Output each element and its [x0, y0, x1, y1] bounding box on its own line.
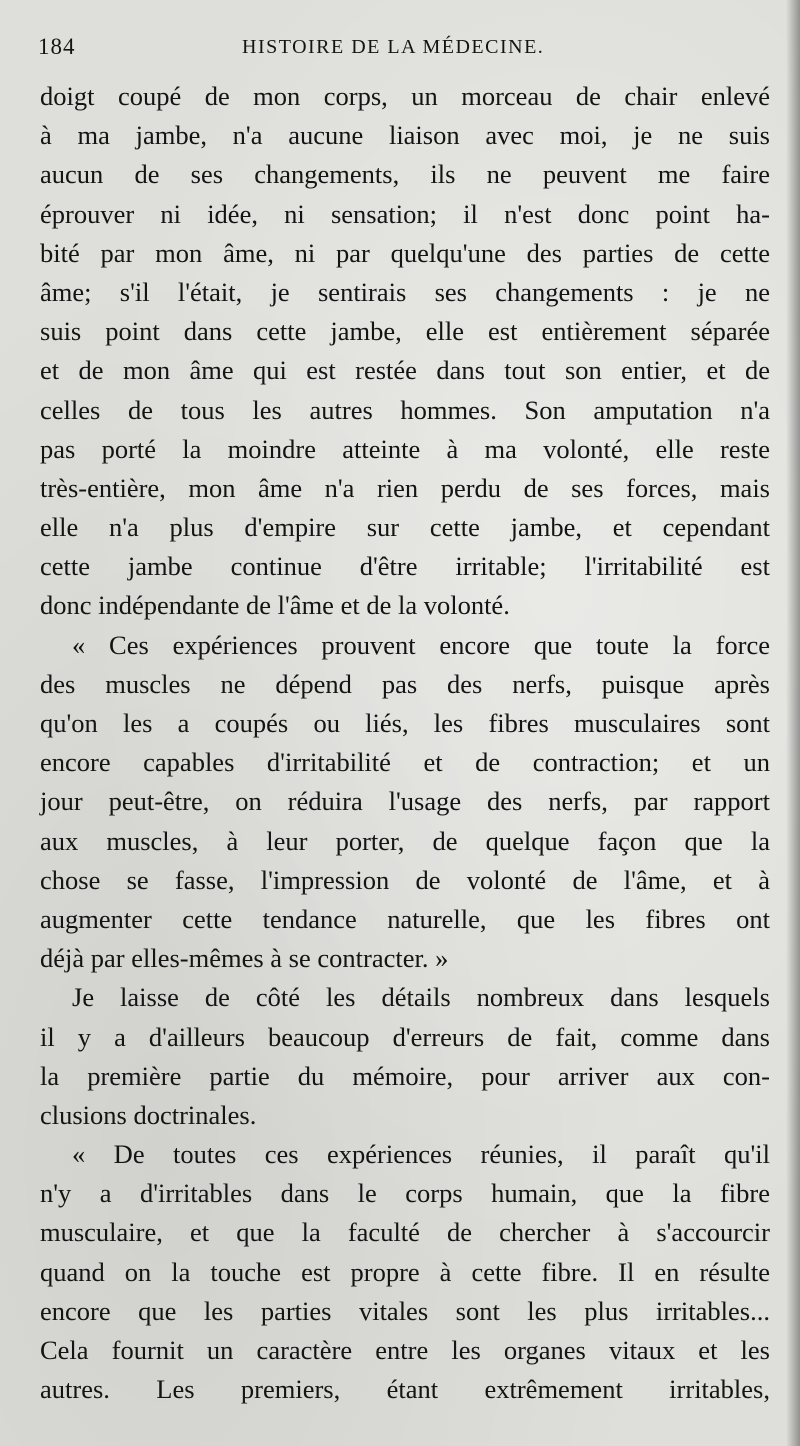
text-line: la première partie du mémoire, pour arriver aux con- [40, 1060, 770, 1091]
text-line: chose se fasse, l'impression de volonté de l'âme, et à [40, 864, 770, 895]
paragraph-first-line: « Ces expériences prouvent encore que toute la force [72, 629, 770, 660]
text-line: âme; s'il l'était, je sentirais ses changements : je ne [40, 276, 770, 307]
text-line: qu'on les a coupés ou liés, les fibres musculaires sont [40, 708, 770, 738]
text-line: doigt coupé de mon corps, un morceau de chair enlevé [40, 81, 770, 111]
text-line: celles de tous les autres hommes. Son amputation n'a [40, 394, 770, 425]
text-line: autres. Les premiers, étant extrêmement irritables, [40, 1374, 770, 1405]
text-line: n'y a d'irritables dans le corps humain, que la fibre [40, 1178, 770, 1209]
text-line: à ma jambe, n'a aucune liaison avec moi, je ne suis [40, 120, 770, 151]
text-line: éprouver ni idée, ni sensation; il n'est donc point ha- [40, 198, 770, 229]
page-number: 184 [38, 34, 76, 59]
paragraph-first-line: « De toutes ces expériences réunies, il paraît qu'il [72, 1139, 770, 1170]
text-line: augmenter cette tendance naturelle, que les fibres ont [40, 903, 770, 934]
text-line: jour peut-être, on réduira l'usage des nerfs, par rapport [40, 786, 770, 817]
body-text [40, 77, 770, 1409]
text-line: aucun de ses changements, ils ne peuvent me faire [40, 159, 770, 190]
text-line: musculaire, et que la faculté de chercher à s'accourcir [40, 1217, 770, 1248]
text-line: encore capables d'irritabilité et de contraction; et un [40, 747, 770, 778]
text-line: très-entière, mon âme n'a rien perdu de ses forces, mais [40, 472, 770, 503]
paragraph-last-line: clusions doctrinales. [40, 1099, 257, 1130]
text-line: il y a d'ailleurs beaucoup d'erreurs de fait, comme dans [40, 1021, 770, 1052]
text-line: des muscles ne dépend pas des nerfs, puisque après [40, 668, 770, 699]
text-line: pas porté la moindre atteinte à ma volonté, elle reste [40, 433, 770, 464]
text-line: bité par mon âme, ni par quelqu'une des parties de cette [40, 237, 770, 268]
text-line: suis point dans cette jambe, elle est entièrement séparée [40, 316, 770, 347]
text-line: encore que les parties vitales sont les plus irritables... [40, 1295, 770, 1326]
page-edge-shadow [786, 0, 800, 1446]
running-head [38, 30, 778, 70]
text-line: cette jambe continue d'être irritable; l'irritabilité est [40, 551, 770, 582]
text-line: et de mon âme qui est restée dans tout son entier, et de [40, 355, 770, 386]
paragraph-last-line: donc indépendante de l'âme et de la volonté. [40, 590, 510, 621]
running-title: HISTOIRE DE LA MÉDECINE. [242, 36, 545, 58]
text-line: aux muscles, à leur porter, de quelque façon que la [40, 825, 770, 856]
paragraph-first-line: Je laisse de côté les détails nombreux dans lesquels [72, 982, 770, 1013]
paragraph-last-line: déjà par elles-mêmes à se contracter. » [40, 943, 449, 974]
text-line: elle n'a plus d'empire sur cette jambe, et cependant [40, 512, 770, 543]
text-line: Cela fournit un caractère entre les organes vitaux et les [40, 1335, 770, 1365]
text-line: quand on la touche est propre à cette fibre. Il en résulte [40, 1256, 770, 1287]
